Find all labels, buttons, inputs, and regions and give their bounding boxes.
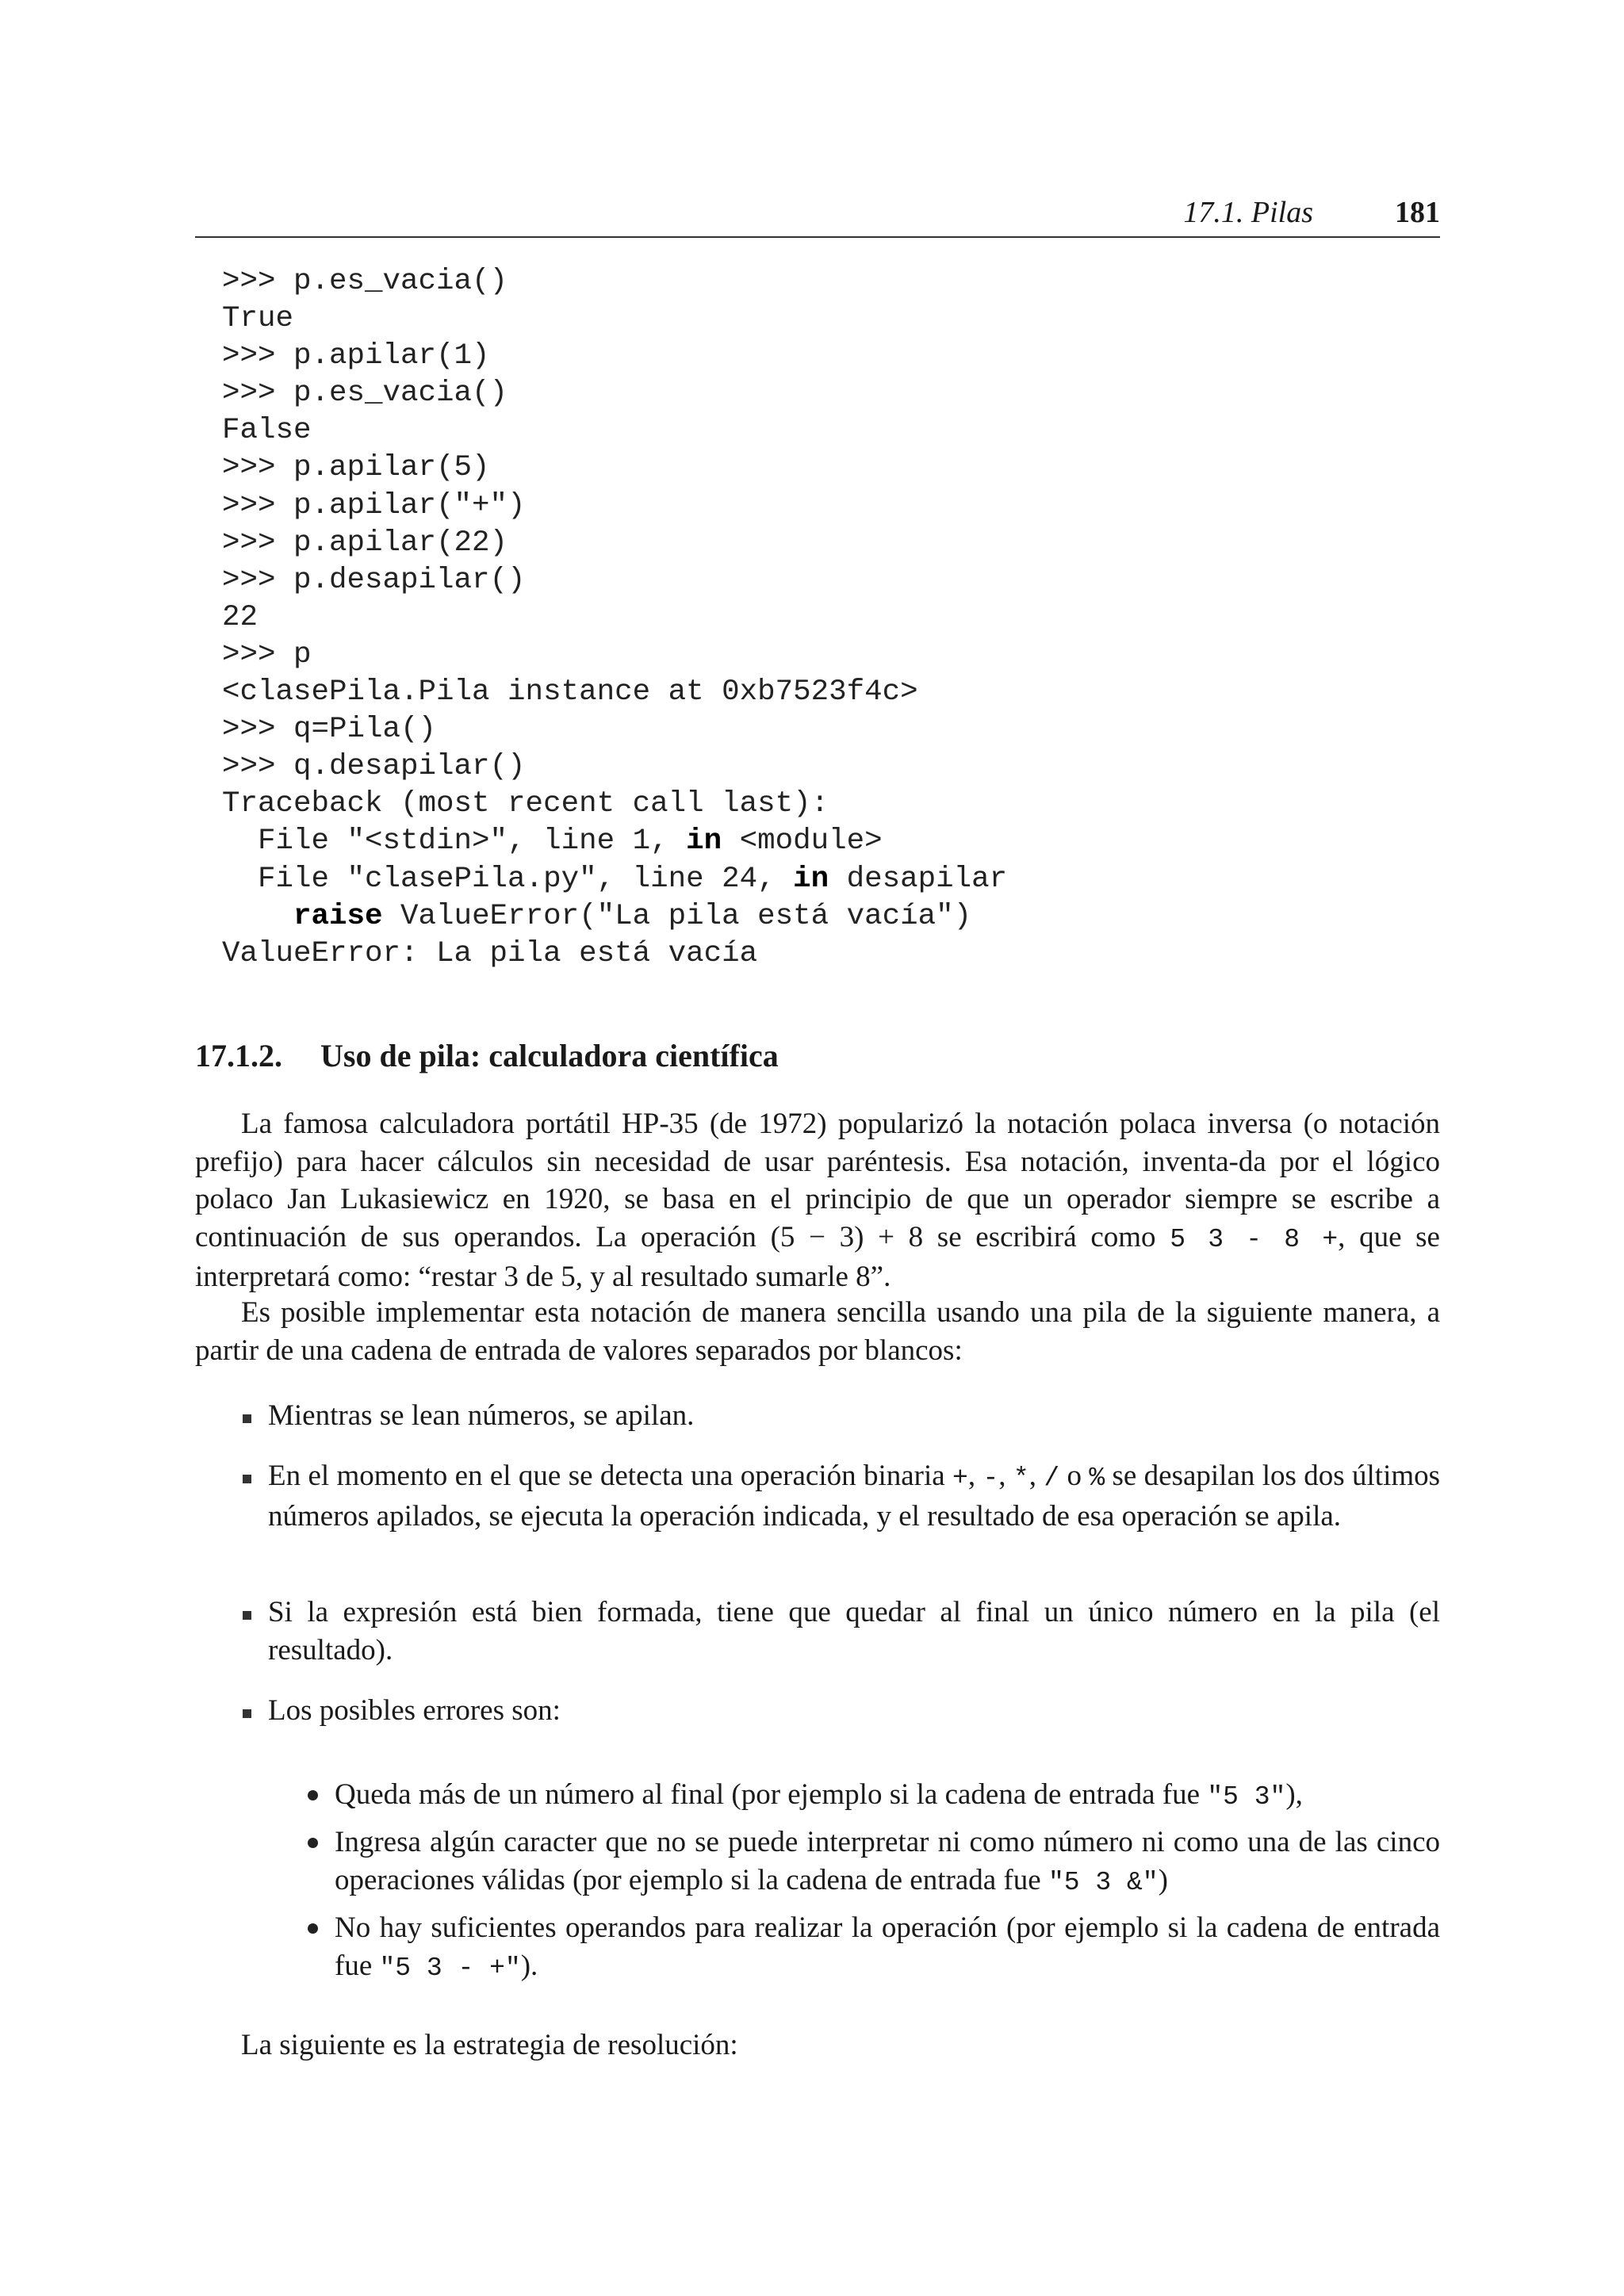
- code-line: [222, 823, 1007, 860]
- code-text: <clasePila.Pila instance at 0xb7523f4c>: [222, 675, 918, 710]
- bullet-text: Los posibles errores son:: [268, 1694, 561, 1727]
- paragraph-closing-text: La siguiente es la estrategia de resolución:: [241, 2029, 738, 2061]
- code-keyword: in: [686, 825, 722, 859]
- paragraph-intro: [195, 1105, 1440, 1296]
- paragraph-intro-text-b: , que se interpretará como: “restar 3 de 5, y al resultado sumarle 8”.: [195, 1220, 1440, 1293]
- code-text: >>> p.apilar(1): [222, 339, 490, 373]
- operator-minus: -: [982, 1464, 999, 1493]
- bullet-text: Mientras se lean números, se apilan.: [268, 1399, 695, 1432]
- square-bullet-icon: [243, 1709, 251, 1718]
- page-number: 181: [1395, 196, 1440, 229]
- code-line: [222, 300, 1007, 338]
- code-line: [222, 748, 1007, 786]
- paragraph-closing: [195, 2026, 1440, 2064]
- header-section-title: 17.1. Pilas: [1183, 196, 1313, 229]
- code-line: [222, 861, 1007, 898]
- operator-times: *: [1013, 1464, 1029, 1493]
- code-text: >>> p.apilar("+"): [222, 488, 526, 522]
- square-bullet-icon: [243, 1475, 251, 1483]
- code-text: 22: [222, 600, 259, 634]
- code-line: [222, 637, 1007, 674]
- sub-bullet-text-a: No hay suficientes operandos para realizar la operación (por ejemplo si la cadena de entrada fue: [335, 1911, 1440, 1982]
- sub-bullet-text-b: ): [1158, 1863, 1168, 1896]
- code-text: >>> p.es_vacia(): [222, 377, 508, 411]
- bullet-text-a: En el momento en el que se detecta una operación binaria: [268, 1460, 953, 1492]
- square-bullet-icon: [243, 1414, 251, 1423]
- code-text: True: [222, 302, 294, 336]
- code-line: [222, 599, 1007, 637]
- code-line: [222, 786, 1007, 823]
- code-text: >>> p: [222, 637, 312, 672]
- paragraph-implementation-text: Es posible implementar esta notación de manera sencilla usando una pila de la siguiente manera, a partir de una cadena de entrada de valores separados por blancos:: [195, 1296, 1440, 1367]
- bullet-text: Si la expresión está bien formada, tiene que quedar al final un único número en la pila (el resultado).: [268, 1596, 1440, 1667]
- code-listing: [222, 263, 1007, 973]
- paragraph-implementation: [195, 1294, 1440, 1369]
- code-keyword: raise: [293, 899, 383, 933]
- code-line: [222, 525, 1007, 562]
- code-text: >>> p.desapilar(): [222, 563, 526, 597]
- code-line: [222, 674, 1007, 711]
- code-line: [222, 450, 1007, 487]
- operator-modulo: %: [1089, 1464, 1105, 1493]
- code-keyword: in: [793, 862, 829, 896]
- code-text: >>> q.desapilar(): [222, 750, 526, 784]
- code-text: >>> q=Pila(): [222, 713, 437, 747]
- sub-list-item: [335, 1823, 1440, 1901]
- code-line: [222, 375, 1007, 412]
- code-text: ValueError("La pila está vacía"): [382, 899, 972, 933]
- round-bullet-icon: [308, 1790, 318, 1800]
- code-text: desapilar: [829, 862, 1008, 896]
- separator: ,: [1028, 1460, 1044, 1492]
- separator: ,: [967, 1460, 983, 1492]
- list-item: [268, 1397, 1440, 1435]
- sub-bullet-text-b: ).: [520, 1949, 538, 1982]
- operator-divide: /: [1044, 1464, 1060, 1493]
- list-item: [268, 1594, 1440, 1669]
- round-bullet-icon: [308, 1838, 318, 1848]
- code-line: [222, 898, 1007, 936]
- code-text: File "clasePila.py", line 24,: [222, 862, 794, 896]
- sub-bullet-text-a: Queda más de un número al final (por ejemplo si la cadena de entrada fue: [335, 1778, 1208, 1811]
- code-line: [222, 711, 1007, 748]
- section-heading: [195, 1037, 779, 1074]
- code-text: >>> p.apilar(22): [222, 526, 508, 560]
- inline-code: "5 3 &": [1048, 1867, 1159, 1897]
- sub-bullet-text-a: Ingresa algún caracter que no se puede interpretar ni como número ni como una de las cinco operaciones válidas (por ejemplo si la cadena de entrada fue: [335, 1826, 1440, 1896]
- separator-or: o: [1059, 1460, 1090, 1492]
- code-line: [222, 263, 1007, 300]
- inline-code-example: 5 3 - 8 +: [1170, 1224, 1339, 1254]
- code-line: [222, 936, 1007, 973]
- sub-bullet-text-b: ),: [1285, 1778, 1303, 1811]
- section-number: 17.1.2.: [195, 1038, 282, 1073]
- sub-list-item: [335, 1776, 1440, 1816]
- code-text: <module>: [722, 825, 883, 859]
- section-title: Uso de pila: calculadora científica: [320, 1038, 779, 1073]
- code-text: [222, 900, 293, 933]
- code-text: >>> p.apilar(5): [222, 451, 490, 485]
- code-line: [222, 562, 1007, 599]
- paragraph-intro-text-a: La famosa calculadora portátil HP-35 (de 1972) popularizó la notación polaca inversa (o notación prefijo) para hacer cálculos sin necesidad de usar paréntesis. Esa notación, inventa-da por el lógico polaco Jan Lukasiewicz en 1920, se basa en el principio de que un operador siempre se escribe a continuación de sus operandos. La operación (5 − 3) + 8 se escribirá como: [195, 1108, 1440, 1253]
- code-line: [222, 412, 1007, 450]
- list-item: [268, 1457, 1440, 1535]
- separator: ,: [998, 1460, 1013, 1492]
- square-bullet-icon: [243, 1611, 251, 1620]
- operator-plus: +: [952, 1464, 968, 1493]
- code-text: >>> p.es_vacia(): [222, 265, 508, 298]
- bullet-text-b: se desapilan los dos últimos números apilados, se ejecuta la operación indicada, y el resultado de esa operación se apila.: [268, 1460, 1441, 1533]
- inline-code: "5 3 - +": [379, 1953, 521, 1983]
- code-text: File "<stdin>", line 1,: [222, 825, 687, 859]
- code-text: ValueError: La pila está vacía: [222, 936, 758, 970]
- running-header: [195, 195, 1440, 238]
- code-line: [222, 488, 1007, 525]
- round-bullet-icon: [308, 1923, 318, 1934]
- code-text: Traceback (most recent call last):: [222, 787, 829, 821]
- list-item: [268, 1692, 1440, 1730]
- code-text: False: [222, 414, 312, 448]
- code-line: [222, 338, 1007, 375]
- inline-code: "5 3": [1207, 1782, 1286, 1812]
- sub-list-item: [335, 1909, 1440, 1987]
